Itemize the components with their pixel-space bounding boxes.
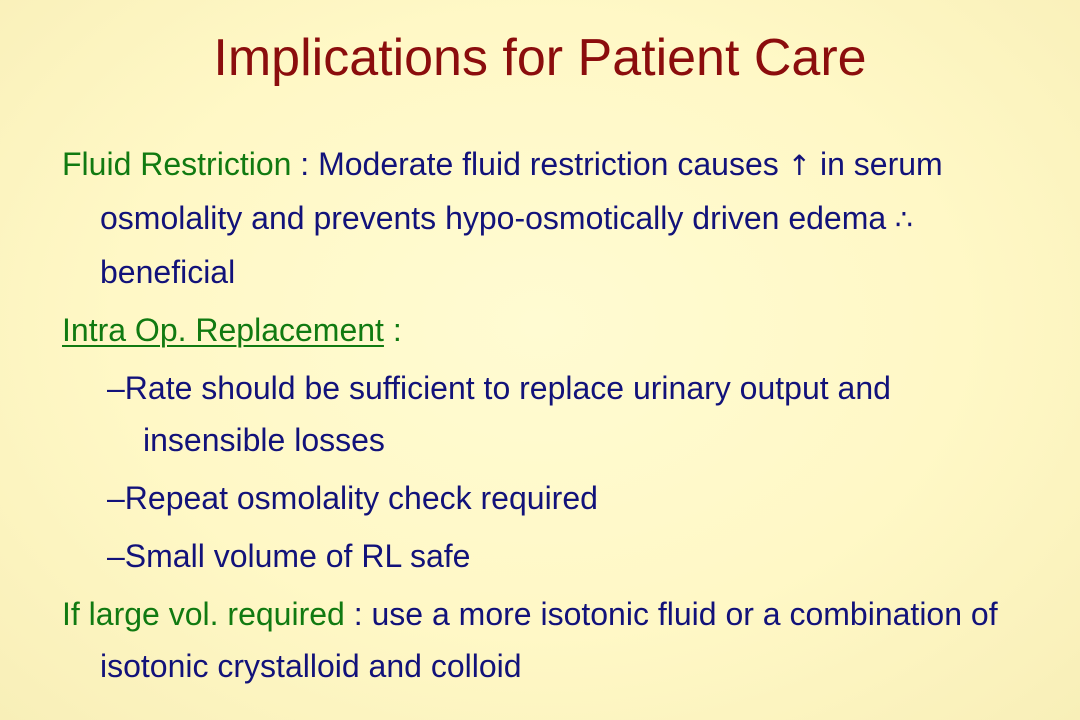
dash-icon: – <box>107 538 125 574</box>
fluid-restriction-text-1: Moderate fluid restriction causes <box>318 146 788 182</box>
slide-title: Implications for Patient Care <box>213 29 867 87</box>
intra-op-bullet-text: Rate should be sufficient to replace urinary output and insensible losses <box>124 370 891 458</box>
intra-op-bullet-text: Repeat osmolality check required <box>124 480 598 516</box>
intra-op-separator: : <box>383 312 402 348</box>
fluid-restriction-text-2: in serum osmolality and prevents hypo-osmotically driven edema <box>100 146 943 236</box>
large-volume-paragraph <box>62 588 1022 692</box>
large-volume-text: use a more isotonic fluid or a combination of isotonic crystalloid and colloid <box>100 596 998 684</box>
intra-op-label: Intra Op. Replacement <box>62 312 384 348</box>
fluid-restriction-separator: : <box>291 146 319 182</box>
therefore-icon: ∴ <box>895 203 913 236</box>
dash-icon: – <box>107 480 125 516</box>
intra-op-bullet <box>107 530 1022 582</box>
dash-icon: – <box>107 370 125 406</box>
fluid-restriction-text-3: beneficial <box>100 254 236 290</box>
intra-op-bullet <box>107 362 1022 466</box>
large-volume-label: If large vol. required <box>62 596 345 632</box>
fluid-restriction-label: Fluid Restriction <box>62 146 292 182</box>
intra-op-bullet <box>107 472 1022 524</box>
intra-op-heading <box>62 304 1022 356</box>
intra-op-bullet-text: Small volume of RL safe <box>124 538 471 574</box>
fluid-restriction-paragraph <box>62 138 1022 298</box>
slide-body <box>62 138 1022 692</box>
up-arrow-icon: ↑ <box>787 149 812 182</box>
large-volume-separator: : <box>344 596 372 632</box>
